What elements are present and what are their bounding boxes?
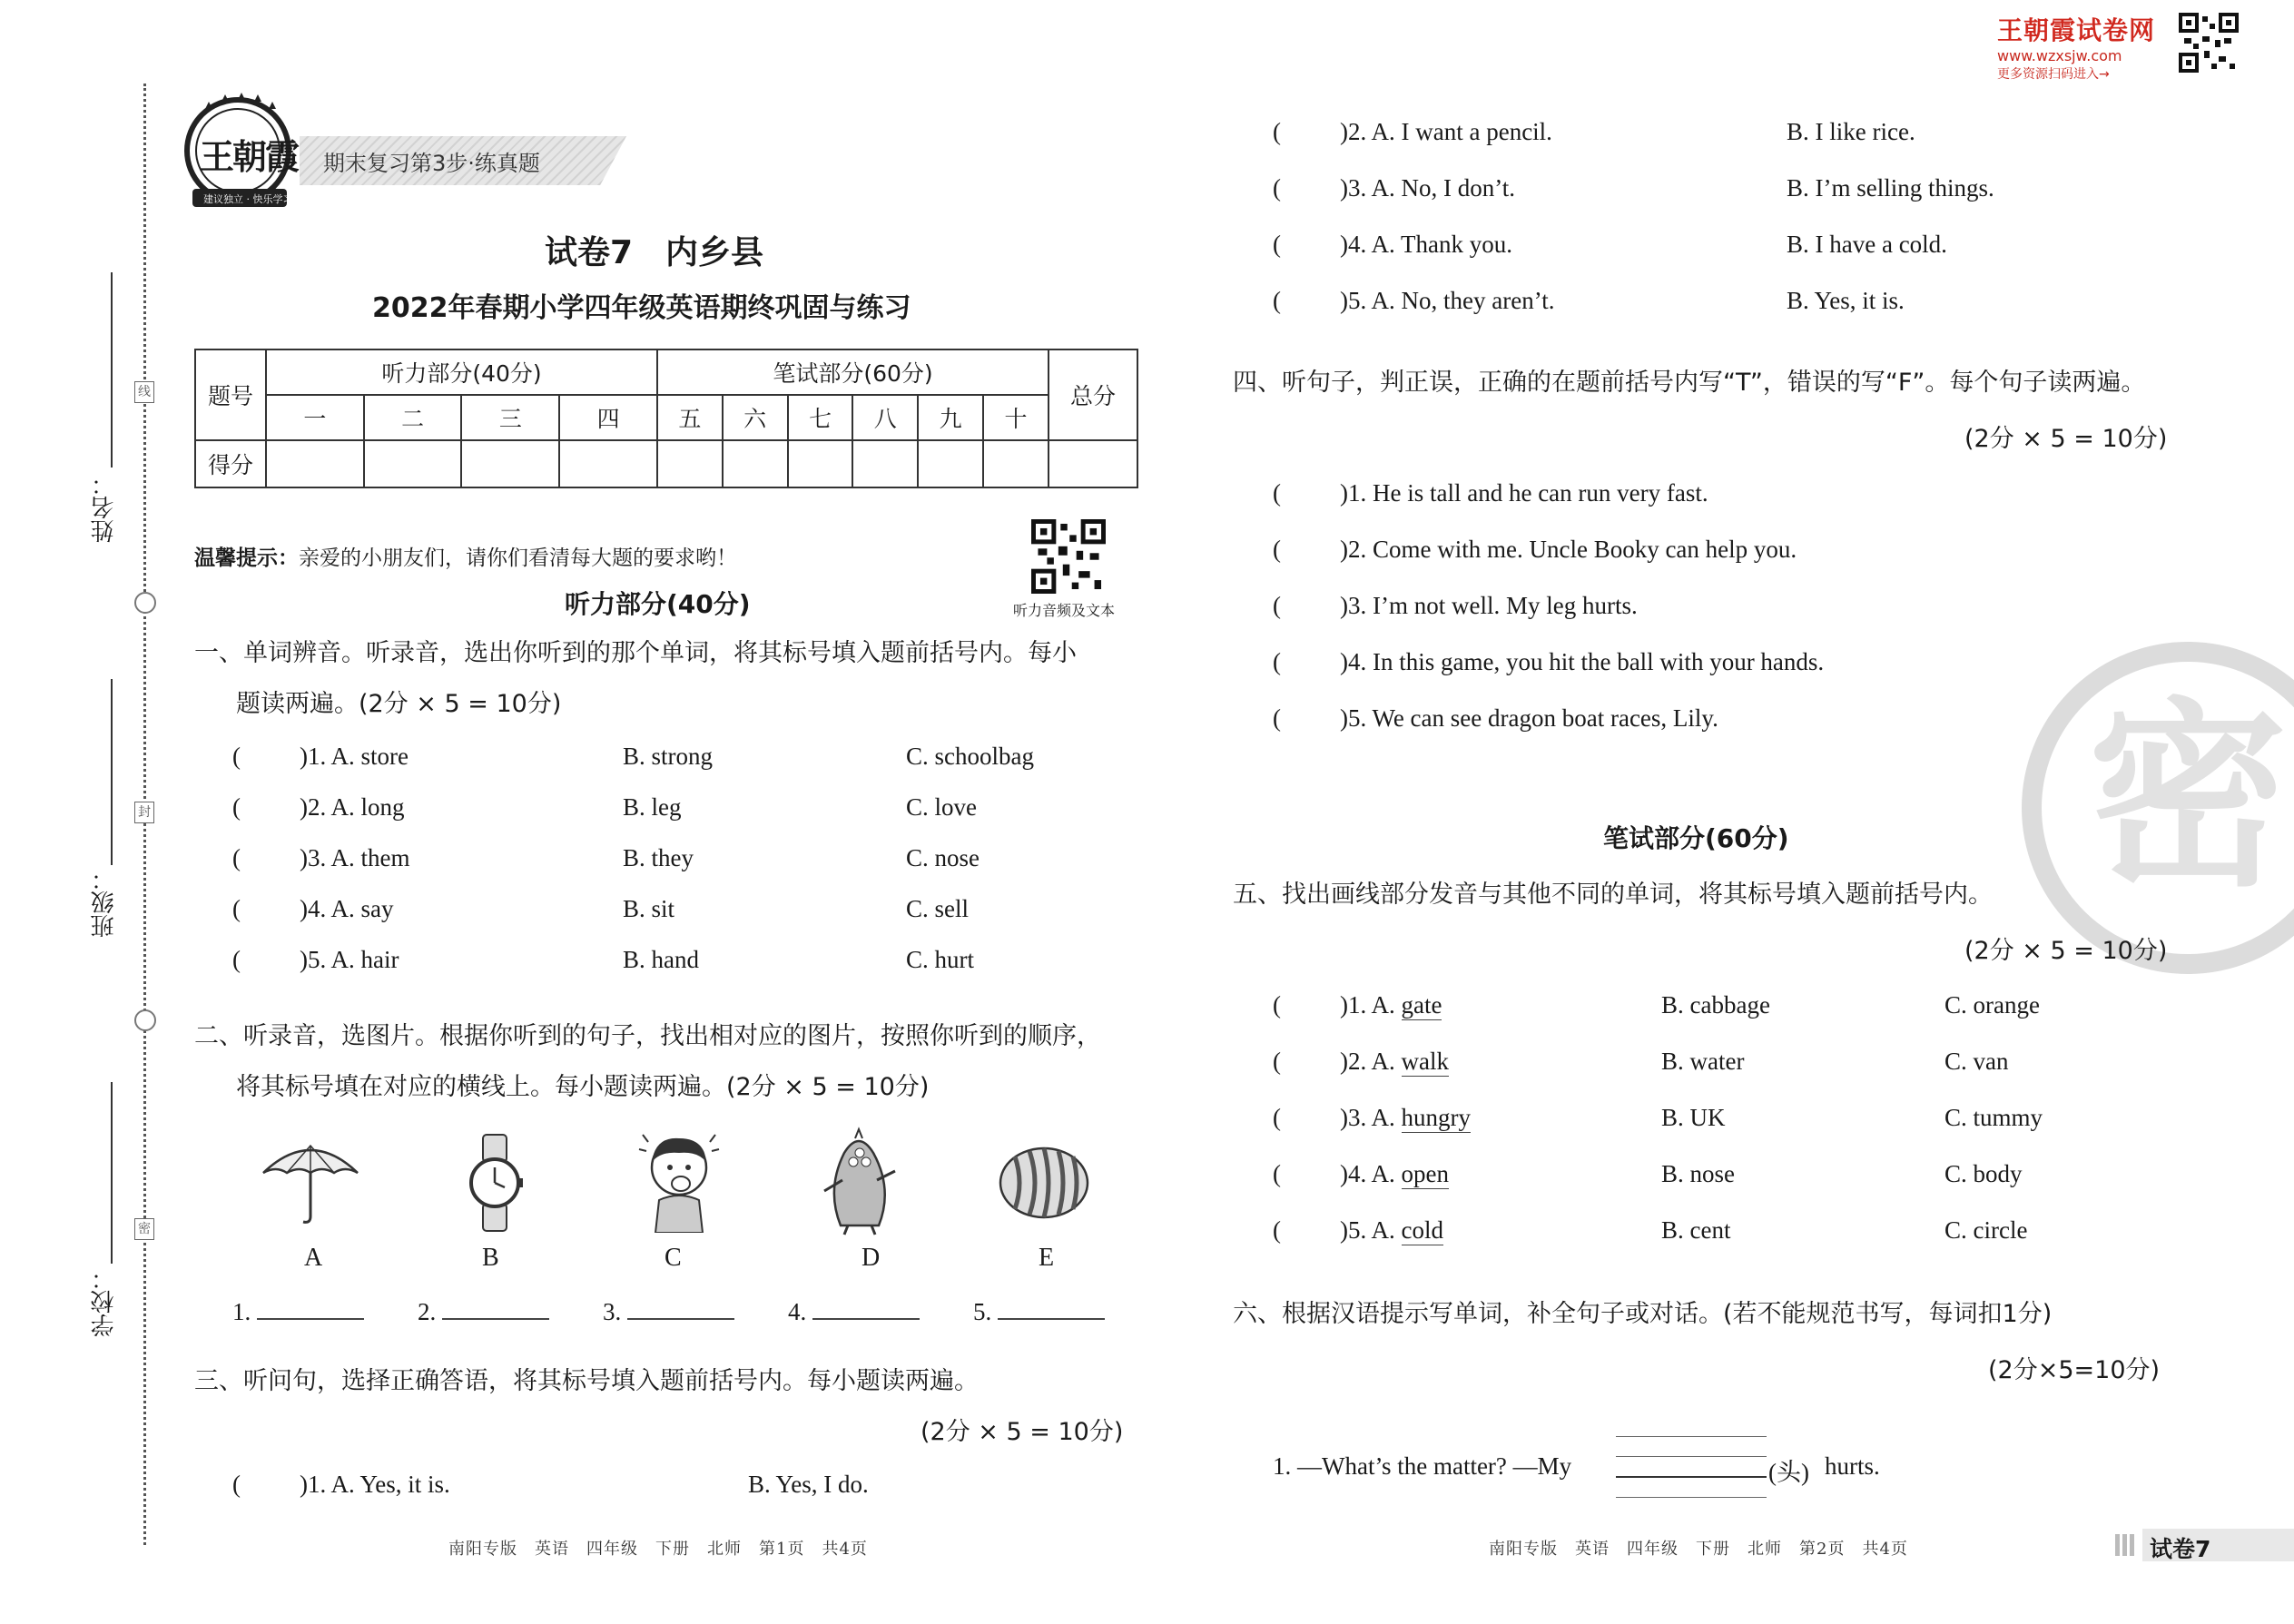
handwriting-guide-lines[interactable] bbox=[1616, 1436, 1767, 1498]
monster-icon bbox=[817, 1126, 902, 1236]
answer-blank-5[interactable] bbox=[973, 1294, 1105, 1326]
answer-blank-1[interactable] bbox=[232, 1294, 364, 1326]
sec1-a: )5. A. hair bbox=[300, 946, 399, 973]
audio-qr-icon[interactable] bbox=[1031, 519, 1106, 594]
footer-left: 南阳专版 英语 四年级 下册 北师 第1页 共4页 bbox=[448, 1540, 868, 1559]
stamp-char: 密 bbox=[2087, 681, 2289, 913]
sec1-paren[interactable]: ( bbox=[232, 844, 241, 871]
qnum-cell: 五 bbox=[657, 395, 723, 440]
sec4-instruction: 四、听句子，判正误，正确的在题前括号内写“T”，错误的写“F”。每个句子读两遍。 bbox=[1233, 369, 2146, 397]
blank-number: 2. bbox=[418, 1298, 437, 1325]
footer-right: 南阳专版 英语 四年级 下册 北师 第2页 共4页 bbox=[1489, 1540, 1908, 1559]
sec5-underlined: cold bbox=[1401, 1216, 1443, 1244]
writing-title: 笔试部分(60分) bbox=[1603, 823, 1789, 853]
score-row-label: 题号 bbox=[195, 349, 266, 440]
sec5-paren[interactable]: ( bbox=[1273, 1216, 1281, 1244]
sec5-a bbox=[1340, 1104, 1471, 1133]
sec3-paren[interactable]: ( bbox=[1273, 174, 1281, 202]
sec5-c: C. tummy bbox=[1944, 1104, 2043, 1131]
sec4-item: )5. We can see dragon boat races, Lily. bbox=[1340, 704, 1718, 732]
score-cell[interactable] bbox=[918, 440, 983, 487]
exam-subtitle: 2022年春期小学四年级英语期终巩固与练习 bbox=[372, 292, 911, 324]
binding-hole bbox=[134, 592, 156, 614]
qnum-cell: 八 bbox=[852, 395, 918, 440]
sec5-a bbox=[1340, 1048, 1449, 1077]
score-cell[interactable] bbox=[723, 440, 788, 487]
sec5-num: )4. A. bbox=[1340, 1160, 1402, 1187]
sec3-a: )3. A. No, I don’t. bbox=[1340, 174, 1515, 202]
watermark-url[interactable]: www.wzxsjw.com bbox=[1997, 47, 2122, 64]
sec5-underlined: open bbox=[1401, 1160, 1449, 1187]
sec1-c: C. schoolbag bbox=[906, 743, 1034, 770]
pic-label-d: D bbox=[861, 1244, 881, 1272]
qnum-cell: 四 bbox=[559, 395, 657, 440]
blank-number: 1. bbox=[232, 1298, 251, 1325]
sec5-score: (2分 × 5 = 10分) bbox=[1964, 937, 2168, 965]
sec1-a: )4. A. say bbox=[300, 895, 394, 922]
sec6-instruction: 六、根据汉语提示写单词，补全句子或对话。(若不能规范书写，每词扣1分) bbox=[1233, 1300, 2053, 1328]
qnum-cell: 二 bbox=[364, 395, 462, 440]
blank-number: 5. bbox=[973, 1298, 992, 1325]
sec3-paren[interactable]: ( bbox=[1273, 231, 1281, 258]
sec1-b: B. leg bbox=[623, 793, 682, 821]
binding-mark-line: 线 bbox=[134, 381, 154, 403]
boy-sneezing-icon bbox=[637, 1131, 721, 1233]
sec3-a: )2. A. I want a pencil. bbox=[1340, 118, 1552, 145]
sec5-underlined: gate bbox=[1401, 991, 1442, 1019]
sec1-c: C. hurt bbox=[906, 946, 975, 973]
sec6-q1-post: hurts. bbox=[1825, 1452, 1880, 1480]
sec5-underlined: walk bbox=[1401, 1048, 1449, 1075]
total-label: 总分 bbox=[1049, 349, 1137, 440]
sec4-paren[interactable]: ( bbox=[1273, 648, 1281, 675]
binding-mark-seal: 封 bbox=[134, 802, 154, 823]
sec4-item: )4. In this game, you hit the ball with your hands. bbox=[1340, 648, 1825, 675]
sec5-c: C. orange bbox=[1944, 991, 2040, 1019]
class-label: 班级： bbox=[91, 867, 118, 938]
sec1-c: C. love bbox=[906, 793, 977, 821]
watermark-block bbox=[1997, 11, 2170, 83]
watermark-qr-icon[interactable] bbox=[2179, 13, 2239, 73]
sec5-c: C. body bbox=[1944, 1160, 2023, 1187]
score-cell[interactable] bbox=[364, 440, 462, 487]
sec5-paren[interactable]: ( bbox=[1273, 1104, 1281, 1131]
sec5-b: B. nose bbox=[1661, 1160, 1735, 1187]
blank-number: 3. bbox=[603, 1298, 622, 1325]
sec5-b: B. cabbage bbox=[1661, 991, 1770, 1019]
score-cell[interactable] bbox=[266, 440, 364, 487]
sec1-a: )2. A. long bbox=[300, 793, 405, 821]
writing-header: 笔试部分(60分) bbox=[657, 349, 1049, 395]
sec6-score: (2分×5=10分) bbox=[1988, 1356, 2161, 1384]
score-label: 得分 bbox=[195, 440, 266, 487]
score-cell[interactable] bbox=[461, 440, 559, 487]
sec3-instruction: 三、听问句，选择正确答语，将其标号填入题前括号内。每小题读两遍。 bbox=[194, 1367, 979, 1395]
listening-header: 听力部分(40分) bbox=[266, 349, 657, 395]
sec3-paren[interactable]: ( bbox=[1273, 118, 1281, 145]
tip-text: 亲爱的小朋友们，请你们看清每大题的要求哟！ bbox=[299, 546, 737, 570]
sec1-instruction-2: 题读两遍。(2分 × 5 = 10分) bbox=[236, 690, 562, 718]
sec5-b: B. water bbox=[1661, 1048, 1745, 1075]
qnum-cell: 六 bbox=[723, 395, 788, 440]
score-cell[interactable] bbox=[788, 440, 853, 487]
sec1-paren[interactable]: ( bbox=[232, 946, 241, 973]
footer-tag-dots bbox=[2115, 1534, 2137, 1556]
sec1-paren[interactable]: ( bbox=[232, 793, 241, 821]
sec4-item: )2. Come with me. Uncle Booky can help you. bbox=[1340, 536, 1797, 563]
sec5-c: C. van bbox=[1944, 1048, 2009, 1075]
answer-blank-3[interactable] bbox=[603, 1294, 734, 1326]
sec4-paren[interactable]: ( bbox=[1273, 592, 1281, 619]
sec3-b: B. Yes, it is. bbox=[1787, 287, 1905, 314]
sec5-a bbox=[1340, 1160, 1449, 1189]
total-score-cell[interactable] bbox=[1049, 440, 1137, 487]
score-cell[interactable] bbox=[559, 440, 657, 487]
score-table bbox=[194, 349, 1138, 488]
answer-blank-2[interactable] bbox=[418, 1294, 549, 1326]
sec3-a: )5. A. No, they aren’t. bbox=[1340, 287, 1555, 314]
sec2-instruction: 二、听录音，选图片。根据你听到的句子，找出相对应的图片，按照你听到的顺序， bbox=[194, 1022, 1101, 1050]
sec1-b: B. hand bbox=[623, 946, 699, 973]
sec5-a bbox=[1340, 991, 1442, 1020]
secret-stamp-icon bbox=[2019, 639, 2294, 977]
pic-label-a: A bbox=[304, 1244, 323, 1272]
sec5-num: )2. A. bbox=[1340, 1048, 1402, 1075]
sec3-b: B. Yes, I do. bbox=[748, 1471, 869, 1498]
qnum-cell: 十 bbox=[983, 395, 1049, 440]
tip-label: 温馨提示： bbox=[194, 546, 299, 570]
sec5-a bbox=[1340, 1216, 1443, 1245]
score-cell[interactable] bbox=[983, 440, 1049, 487]
sec5-paren[interactable]: ( bbox=[1273, 1048, 1281, 1075]
sec2-instruction-2: 将其标号填在对应的横线上。每小题读两遍。(2分 × 5 = 10分) bbox=[236, 1073, 930, 1101]
sec3-a: )1. A. Yes, it is. bbox=[300, 1471, 450, 1498]
sec1-c: C. sell bbox=[906, 895, 970, 922]
sec5-paren[interactable]: ( bbox=[1273, 1160, 1281, 1187]
sec6-q1-pre: 1. —What’s the matter? —My bbox=[1273, 1452, 1572, 1480]
sec1-b: B. they bbox=[623, 844, 694, 871]
sec4-paren[interactable]: ( bbox=[1273, 536, 1281, 563]
qnum-cell: 一 bbox=[266, 395, 364, 440]
sec1-paren[interactable]: ( bbox=[232, 895, 241, 922]
sec1-c: C. nose bbox=[906, 844, 980, 871]
sec3-paren[interactable]: ( bbox=[232, 1471, 241, 1498]
watermark-more: 更多资源扫码进入→ bbox=[1997, 67, 2110, 82]
sec3-paren[interactable]: ( bbox=[1273, 287, 1281, 314]
sec5-b: B. cent bbox=[1661, 1216, 1731, 1244]
watermark-site-name: 王朝霞试卷网 bbox=[1997, 15, 2156, 45]
score-cell[interactable] bbox=[657, 440, 723, 487]
school-label: 学校： bbox=[91, 1266, 118, 1337]
sec4-item: )3. I’m not well. My leg hurts. bbox=[1340, 592, 1638, 619]
sec4-paren[interactable]: ( bbox=[1273, 479, 1281, 507]
brand-name: 王朝霞 bbox=[200, 136, 299, 177]
sec6-q1-hint: (头) bbox=[1768, 1459, 1809, 1486]
exam-title: 试卷7 内乡县 bbox=[545, 234, 764, 271]
pic-label-e: E bbox=[1039, 1244, 1055, 1272]
answer-blank-4[interactable] bbox=[788, 1294, 920, 1326]
sec5-num: )5. A. bbox=[1340, 1216, 1402, 1244]
header-banner-text: 期末复习第3步·练真题 bbox=[323, 151, 540, 176]
brand-sub: 建议独立 · 快乐学习 bbox=[203, 193, 293, 205]
sec3-score: (2分 × 5 = 10分) bbox=[921, 1418, 1124, 1446]
sec1-a: )1. A. store bbox=[300, 743, 409, 770]
umbrella-icon bbox=[258, 1137, 363, 1227]
sec4-paren[interactable]: ( bbox=[1273, 704, 1281, 732]
qnum-cell: 七 bbox=[788, 395, 853, 440]
sec1-b: B. strong bbox=[623, 743, 714, 770]
qnum-cell: 九 bbox=[918, 395, 983, 440]
class-field[interactable] bbox=[111, 679, 113, 865]
sec4-item: )1. He is tall and he can run very fast. bbox=[1340, 479, 1708, 507]
name-field[interactable] bbox=[111, 272, 113, 468]
binding-mark-secret: 密 bbox=[134, 1218, 154, 1240]
blank-number: 4. bbox=[788, 1298, 807, 1325]
watch-icon bbox=[463, 1133, 527, 1233]
sec5-num: )3. A. bbox=[1340, 1104, 1402, 1131]
sec5-num: )1. A. bbox=[1340, 991, 1402, 1019]
sec3-a: )4. A. Thank you. bbox=[1340, 231, 1512, 258]
qnum-cell: 三 bbox=[461, 395, 559, 440]
sec1-a: )3. A. them bbox=[300, 844, 410, 871]
footer-tag: 试卷7 bbox=[2150, 1536, 2211, 1562]
school-field[interactable] bbox=[111, 1082, 113, 1264]
sec5-b: B. UK bbox=[1661, 1104, 1726, 1131]
watermelon-icon bbox=[997, 1144, 1091, 1222]
score-cell[interactable] bbox=[852, 440, 918, 487]
sec5-underlined: hungry bbox=[1401, 1104, 1471, 1131]
sec1-paren[interactable]: ( bbox=[232, 743, 241, 770]
sec1-instruction: 一、单词辨音。听录音，选出你听到的那个单词，将其标号填入题前括号内。每小 bbox=[194, 639, 1077, 667]
sec4-score: (2分 × 5 = 10分) bbox=[1964, 425, 2168, 453]
binding-hole bbox=[134, 1009, 156, 1031]
sec5-paren[interactable]: ( bbox=[1273, 991, 1281, 1019]
sec5-c: C. circle bbox=[1944, 1216, 2028, 1244]
sec1-b: B. sit bbox=[623, 895, 675, 922]
tip-line bbox=[194, 541, 737, 571]
sec3-b: B. I like rice. bbox=[1787, 118, 1915, 145]
name-label: 姓名： bbox=[91, 472, 118, 543]
listening-title: 听力部分(40分) bbox=[565, 589, 751, 619]
sec5-instruction: 五、找出画线部分发音与其他不同的单词，将其标号填入题前括号内。 bbox=[1233, 881, 1993, 909]
pic-label-b: B bbox=[482, 1244, 499, 1272]
pic-label-c: C bbox=[665, 1244, 682, 1272]
sec3-b: B. I have a cold. bbox=[1787, 231, 1947, 258]
audio-qr-caption: 听力音频及文本 bbox=[1013, 602, 1116, 619]
sec3-b: B. I’m selling things. bbox=[1787, 174, 1994, 202]
